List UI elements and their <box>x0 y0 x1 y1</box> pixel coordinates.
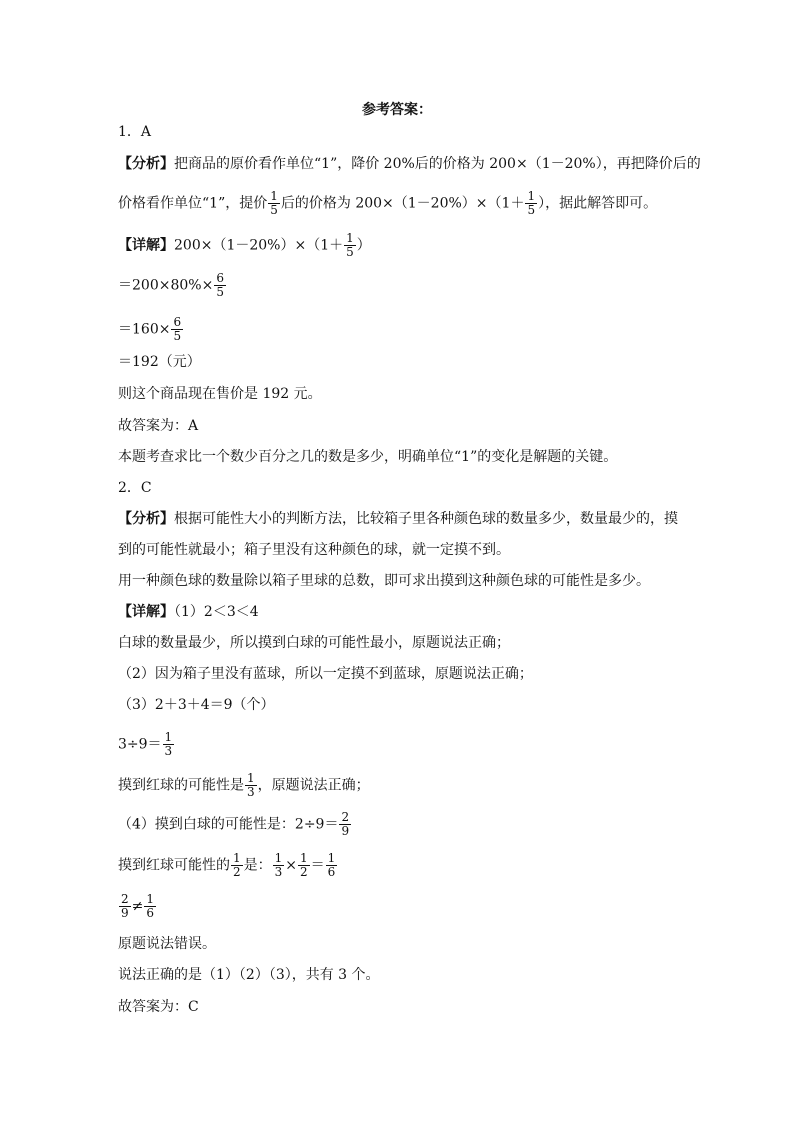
q2-line-neq: $\frac{2}{9}$ ≠ $\frac{1}{6}$ <box>121 892 155 920</box>
fraction-one-third: $\frac{1}{3}$ <box>274 851 283 879</box>
detail-label: 【详解】 <box>118 604 174 620</box>
page-title: 参考答案： <box>362 102 432 118</box>
fraction-one-fifth: $\frac{1}{5}$ <box>527 189 536 217</box>
fraction-six-fifths: $\frac{6}{5}$ <box>216 271 224 299</box>
q2-analysis-line-2: 到的可能性就最小；箱子里没有这种颜色的球，就一定摸不到。 <box>118 542 510 558</box>
q1-head: 1．A <box>118 124 152 140</box>
q2-detail-line-1: 【详解】（1）2＜3＜4 <box>118 604 259 620</box>
q2-line-3b: 3÷9＝ $\frac{1}{3}$ <box>118 730 173 758</box>
q2-line-half: 摸到红球可能性的 $\frac{1}{2}$ 是： $\frac{1}{3}$ × $\frac{1}{2}$ ＝ $\frac{1}{6}$ <box>118 851 336 879</box>
q1-step-4: ＝192（元） <box>118 354 201 370</box>
q1-answer: 故答案为：A <box>118 418 199 434</box>
analysis-label: 【分析】 <box>118 511 174 527</box>
q2-answer: 故答案为：C <box>118 999 199 1015</box>
q1-analysis-line-1: 【分析】把商品的原价看作单位“1”，降价 20%后的价格为 200×（1－20%），再把降价后的 <box>118 156 701 172</box>
q2-analysis-line-3: 用一种颜色球的数量除以箱子里球的总数，即可求出摸到这种颜色球的可能性是多少。 <box>118 573 650 589</box>
fraction-six-fifths: $\frac{6}{5}$ <box>173 315 182 343</box>
q2-analysis-line-1: 【分析】根据可能性大小的判断方法，比较箱子里各种颜色球的数量多少，数量最少的，摸 <box>118 511 678 527</box>
fraction-one-half: $\frac{1}{2}$ <box>300 851 308 879</box>
fraction-one-fifth: $\frac{1}{5}$ <box>270 189 278 217</box>
q1-step-3: ＝160× $\frac{6}{5}$ <box>118 315 182 343</box>
fraction-one-half: $\frac{1}{2}$ <box>233 851 241 879</box>
fraction-one-sixth: $\frac{1}{6}$ <box>327 851 336 879</box>
fraction-one-third: $\frac{1}{3}$ <box>164 730 173 758</box>
fraction-two-ninths: $\frac{2}{9}$ <box>121 892 129 920</box>
q1-conclusion: 则这个商品现在售价是 192 元。 <box>118 386 322 402</box>
q2-line-white: 白球的数量最少，所以摸到白球的可能性最小，原题说法正确； <box>118 635 510 651</box>
fraction-one-sixth: $\frac{1}{6}$ <box>146 892 155 920</box>
q2-line-red: 摸到红球的可能性是 $\frac{1}{3}$ ，原题说法正确； <box>118 771 370 799</box>
q2-line-3: （3）2＋3＋4＝9（个） <box>118 697 275 713</box>
detail-label: 【详解】 <box>118 237 174 254</box>
q1-analysis-line-2: 价格看作单位“1”，提价 $\frac{1}{5}$ 后的价格为 200×（1－20%）×（1＋ $\frac{1}{5}$ ），据此解答即可。 <box>118 189 658 217</box>
analysis-label: 【分析】 <box>118 156 174 172</box>
q2-wrong: 原题说法错误。 <box>118 936 216 952</box>
q2-correct: 说法正确的是（1）（2）（3），共有 3 个。 <box>118 967 380 983</box>
fraction-one-third: $\frac{1}{3}$ <box>247 771 255 799</box>
q1-step-2: ＝200×80%× $\frac{6}{5}$ <box>118 271 224 299</box>
fraction-one-fifth: $\frac{1}{5}$ <box>346 231 354 259</box>
q2-line-4: （4）摸到白球的可能性是：2÷9＝ $\frac{2}{9}$ <box>118 810 350 838</box>
q2-head: 2．C <box>118 480 152 496</box>
fraction-two-ninths: $\frac{2}{9}$ <box>341 810 350 838</box>
q1-detail-line-1: 【详解】200×（1－20%）×（1＋ $\frac{1}{5}$ ） <box>118 231 371 259</box>
q2-line-blue: （2）因为箱子里没有蓝球，所以一定摸不到蓝球，原题说法正确； <box>118 666 533 682</box>
q1-summary: 本题考查求比一个数少百分之几的数是多少，明确单位“1”的变化是解题的关键。 <box>118 449 618 465</box>
